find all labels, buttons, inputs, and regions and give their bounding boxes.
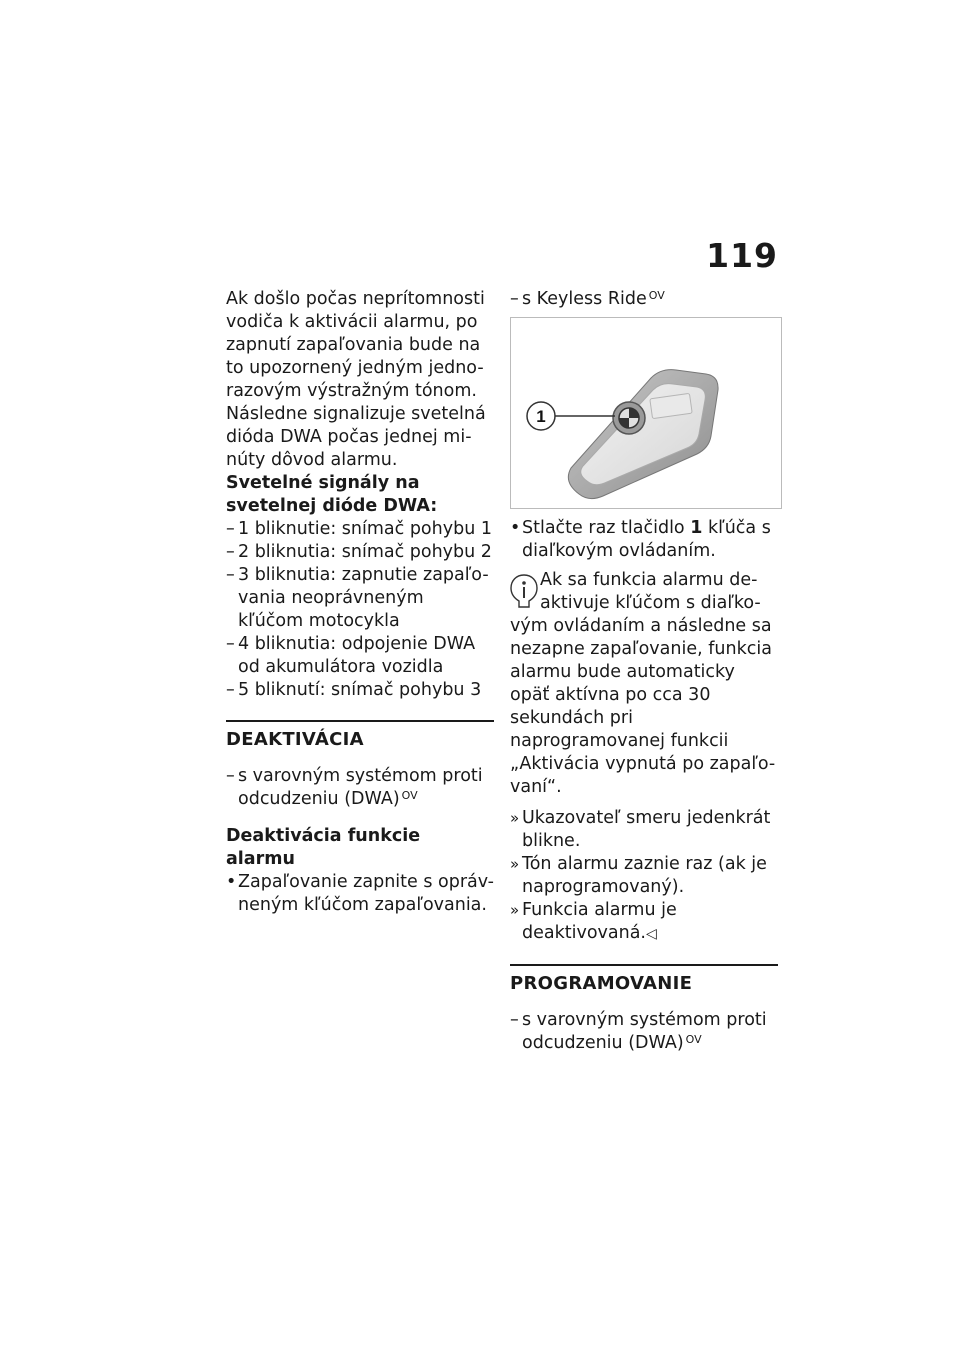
condition-item bbox=[226, 765, 494, 811]
condition-list bbox=[510, 288, 778, 311]
signals-heading: Svetelné signály na svetelnej dióde DWA: bbox=[226, 473, 438, 516]
list-item: – 2 bliknutia: snímač pohybu 2 bbox=[226, 541, 494, 564]
step-text-pre: Stlačte raz tlačidlo bbox=[522, 518, 685, 538]
step-list bbox=[226, 871, 494, 917]
option-superscript: OV bbox=[648, 289, 665, 302]
condition-item bbox=[510, 1009, 778, 1055]
result-item bbox=[510, 899, 778, 946]
list-item: – 4 bliknutia: odpojenie DWA od akumulátora vozidla bbox=[226, 633, 494, 679]
list-item: – 1 bliknutie: snímač pohybu 1 bbox=[226, 518, 494, 541]
option-superscript: OV bbox=[685, 1033, 702, 1046]
list-item: – 5 bliknutí: snímač pohybu 3 bbox=[226, 679, 494, 702]
step-text-post: kľúča s diaľkovým ovládaním. bbox=[522, 518, 771, 561]
condition-text: s Keyless Ride bbox=[522, 289, 647, 309]
intro-paragraph: Ak došlo počas neprítomnosti vodiča k aktivácii alarmu, po zapnutí zapaľovania bude na to upozornený jedným jedno-razovým výstražným tónom. Následne signalizuje svetelná dióda DWA počas jednej mi-núty dôvod alarmu. bbox=[226, 289, 486, 470]
note-body: vým ovládaním a následne sa nezapne zapaľovanie, funkcia alarmu bude automaticky opäť aktívna po cca 30 sekundách pri naprogramovanej funkcii „Aktivácia vypnutá po zapaľo-vaní“. bbox=[510, 616, 776, 797]
condition-text: s varovným systémom proti odcudzeniu (DWA) bbox=[522, 1010, 767, 1053]
option-superscript: OV bbox=[401, 789, 418, 802]
result-item: » Ukazovateľ smeru jedenkrát blikne. bbox=[510, 807, 778, 853]
end-of-section-mark: ◁ bbox=[645, 926, 657, 942]
list-item: – 3 bliknutia: zapnutie zapaľo-vania neoprávneným kľúčom motocykla bbox=[226, 564, 494, 633]
result-text: Funkcia alarmu je deaktivovaná. bbox=[522, 900, 677, 943]
section-title-deaktivacia: DEAKTIVÁCIA bbox=[226, 729, 364, 750]
info-note bbox=[510, 569, 778, 799]
page-number: 119 bbox=[706, 236, 778, 275]
section-divider bbox=[510, 964, 778, 995]
step-item bbox=[510, 517, 778, 563]
callout-label: 1 bbox=[536, 407, 546, 426]
right-column bbox=[510, 288, 778, 1055]
remote-key-illustration bbox=[510, 317, 782, 509]
step-key-number: 1 bbox=[690, 518, 703, 538]
condition-item bbox=[510, 288, 778, 311]
left-column bbox=[226, 288, 494, 917]
condition-text: s varovným systémom proti odcudzeniu (DWA) bbox=[238, 766, 483, 809]
note-first-lines: Ak sa funkcia alarmu de-aktivuje kľúčom s diaľko- bbox=[540, 570, 761, 613]
sub-heading: Deaktivácia funkcie alarmu bbox=[226, 826, 421, 869]
section-divider bbox=[226, 720, 494, 751]
step-item: • Zapaľovanie zapnite s opráv-neným kľúčom zapaľovania. bbox=[226, 871, 494, 917]
info-icon bbox=[508, 573, 540, 611]
condition-list bbox=[510, 1009, 778, 1055]
key-fob-drawing bbox=[511, 318, 781, 508]
step-list bbox=[510, 517, 778, 563]
result-item: » Tón alarmu zaznie raz (ak je naprogramovaný). bbox=[510, 853, 778, 899]
section-title-programovanie: PROGRAMOVANIE bbox=[510, 973, 693, 994]
signals-list bbox=[226, 518, 494, 702]
result-list bbox=[510, 807, 778, 946]
condition-list bbox=[226, 765, 494, 811]
